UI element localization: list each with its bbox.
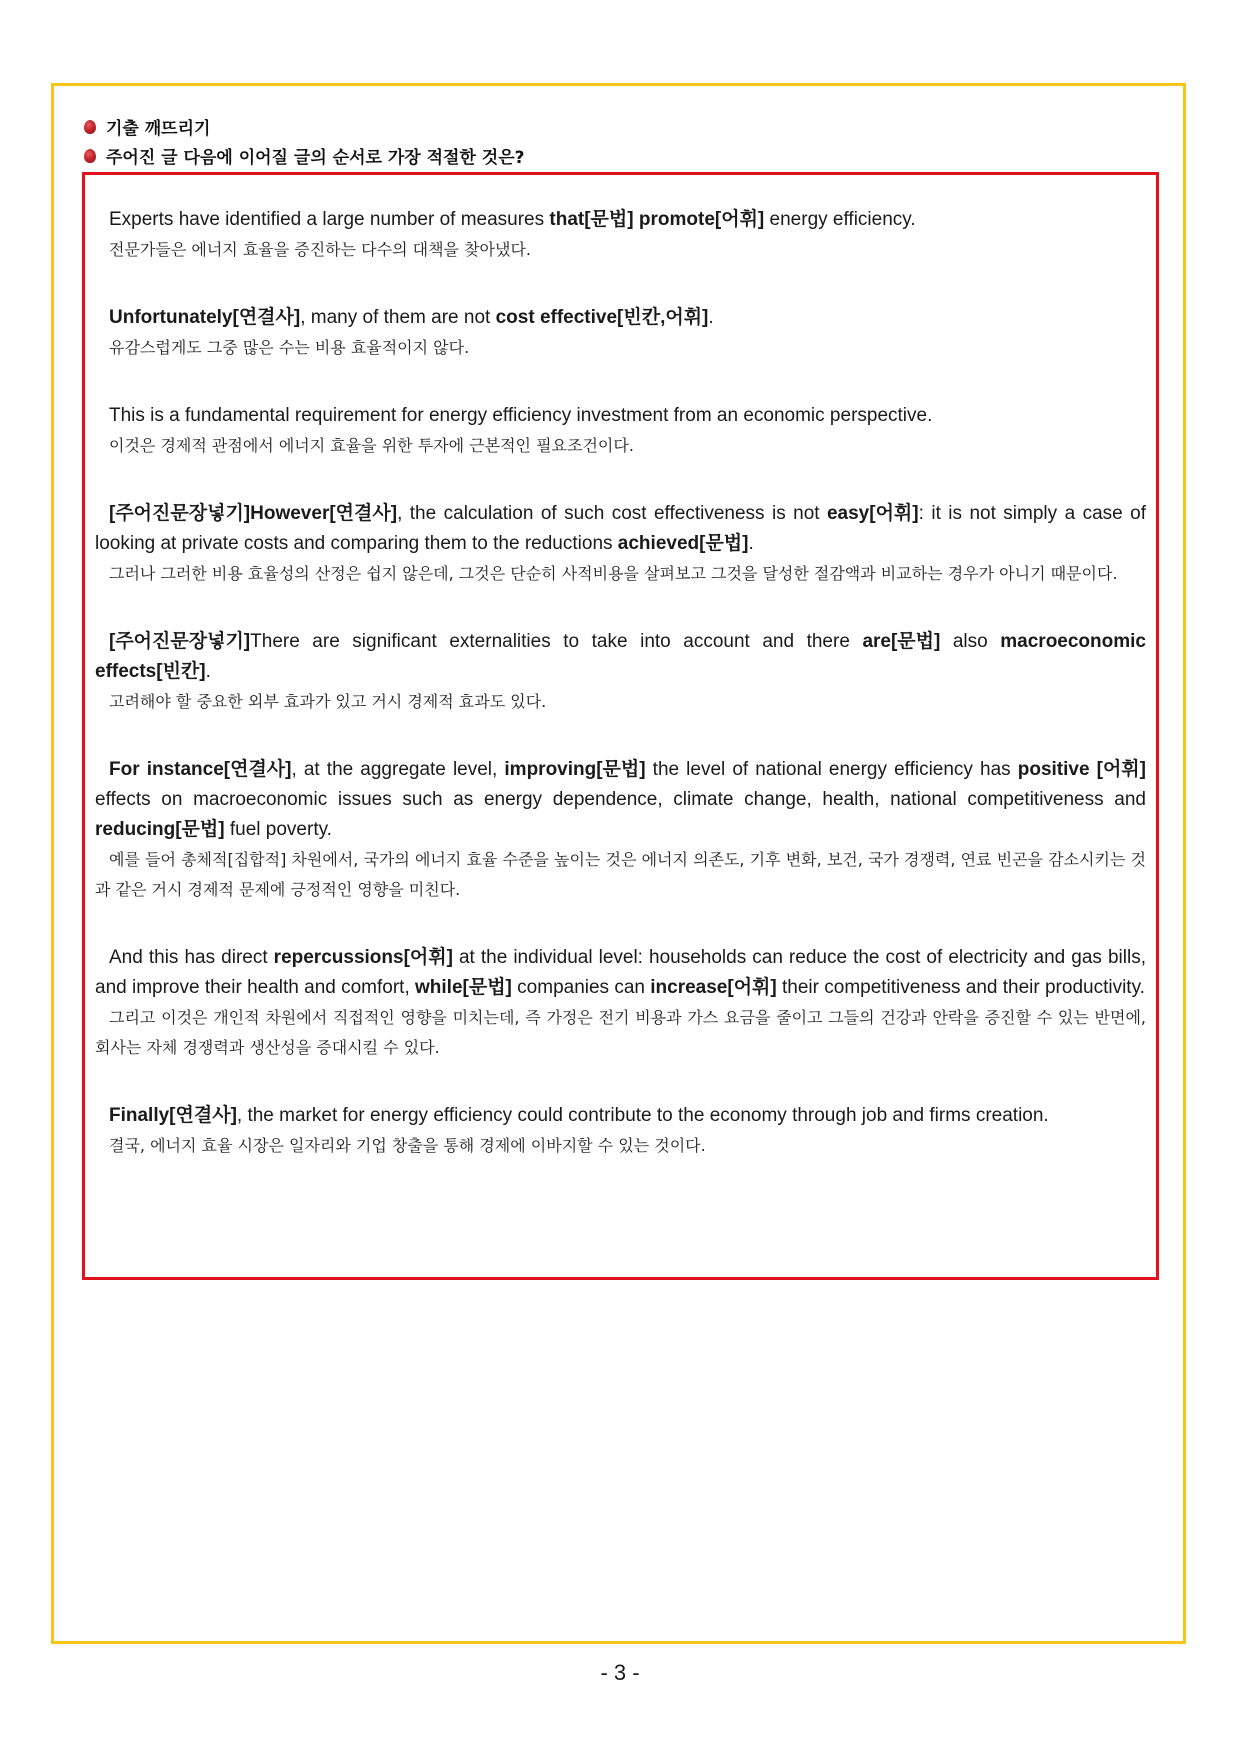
annotated-term: repercussions[어휘] — [273, 947, 453, 968]
annotated-term: promote[어휘] — [638, 209, 765, 230]
sentence-text: , many of them are not — [300, 307, 496, 328]
sentence-text: at the individual level: households can reduce the cost of electricity and gas bills, and improve their health and comfort, — [95, 947, 1146, 998]
sentence-text: . — [748, 533, 754, 554]
english-sentence — [95, 755, 1146, 845]
annotated-term: achieved[문법] — [617, 533, 749, 554]
section-title: 기출 깨뜨리기 — [106, 119, 211, 139]
annotated-term: improving[문법] — [504, 759, 646, 780]
english-sentence — [95, 303, 1146, 333]
korean-translation: 유감스럽게도 그중 많은 수는 비용 효율적이지 않다. — [109, 338, 470, 357]
korean-translation: 그리고 이것은 개인적 차원에서 직접적인 영향을 미치는데, 즉 가정은 전기 비용과 가스 요금을 줄이고 그들의 건강과 안락을 증진할 수 있는 반면에, 회사는 자체 경쟁력과 생산성을 증대시킬 수 있다. — [95, 1008, 1146, 1057]
passage-paragraph — [95, 755, 1146, 905]
english-sentence — [95, 1101, 1146, 1131]
passage-paragraph — [95, 401, 1146, 461]
annotated-term: are[문법] — [862, 631, 941, 652]
header-line-2 — [84, 141, 525, 170]
passage-paragraph — [95, 943, 1146, 1063]
sentence-text: Experts have identified a large number of measures — [109, 209, 550, 230]
annotated-term: that[문법] — [549, 209, 634, 230]
annotated-term: macroeconomic effects[빈칸] — [95, 631, 1146, 682]
passage-paragraph — [95, 499, 1146, 589]
english-sentence — [95, 401, 1146, 431]
annotated-term: increase[어휘] — [650, 977, 777, 998]
korean-translation: 그러나 그러한 비용 효율성의 산정은 쉽지 않은데, 그것은 단순히 사적비용을 살펴보고 그것을 달성한 절감액과 비교하는 경우가 아니기 때문이다. — [109, 564, 1118, 583]
english-sentence — [95, 943, 1146, 1003]
annotated-term: Unfortunately[연결사] — [109, 307, 301, 328]
annotated-term: For instance[연결사] — [109, 759, 292, 780]
passage-paragraph — [95, 205, 1146, 265]
annotated-term: Finally[연결사] — [109, 1105, 237, 1126]
sentence-text: : it is not simply a case of looking at private costs and comparing them to the reductions — [95, 503, 1146, 554]
korean-translation: 이것은 경제적 관점에서 에너지 효율을 위한 투자에 근본적인 필요조건이다. — [109, 436, 634, 455]
worksheet-header — [84, 112, 525, 170]
korean-translation: 전문가들은 에너지 효율을 증진하는 다수의 대책을 찾아냈다. — [109, 240, 532, 259]
sentence-text: , the market for energy efficiency could contribute to the economy through job and firms creation. — [236, 1105, 1049, 1126]
passage-paragraph — [95, 1101, 1146, 1161]
annotated-term: reducing[문법] — [95, 819, 225, 840]
english-sentence — [95, 627, 1146, 687]
sentence-text: This is a fundamental requirement for energy efficiency investment from an economic perspective. — [109, 405, 933, 426]
sentence-text: . — [708, 307, 714, 328]
passage-box — [82, 172, 1159, 1280]
annotated-term: easy[어휘] — [826, 503, 919, 524]
sentence-text: their competitiveness and their productivity. — [776, 977, 1145, 998]
sentence-text: . — [205, 661, 211, 682]
sentence-text: There are significant externalities to take into account and there — [250, 631, 863, 652]
annotated-term: while[문법] — [415, 977, 512, 998]
korean-translation: 결국, 에너지 효율 시장은 일자리와 기업 창출을 통해 경제에 이바지할 수 있는 것이다. — [109, 1136, 706, 1155]
korean-translation: 예를 들어 총체적[집합적] 차원에서, 국가의 에너지 효율 수준을 높이는 것은 에너지 의존도, 기후 변화, 보건, 국가 경쟁력, 연료 빈곤을 감소시키는 것과 같은 거시 경제적 문제에 긍정적인 영향을 미친다. — [95, 850, 1146, 899]
english-sentence — [95, 205, 1146, 235]
passage-paragraph — [95, 303, 1146, 363]
sentence-text: And this has direct — [109, 947, 274, 968]
sentence-text: effects on macroeconomic issues such as energy dependence, climate change, health, national competitiveness and — [95, 789, 1146, 810]
page-number: - 3 - — [600, 1660, 640, 1685]
sentence-text: fuel poverty. — [224, 819, 332, 840]
annotated-term: [주어진문장넣기] — [109, 631, 251, 652]
passage-paragraph — [95, 627, 1146, 717]
sentence-text: companies can — [511, 977, 651, 998]
sentence-text: the level of national energy efficiency has — [645, 759, 1018, 780]
sentence-text: , at the aggregate level, — [291, 759, 505, 780]
annotated-term: cost effective[빈칸,어휘] — [495, 307, 709, 328]
question-prompt: 주어진 글 다음에 이어질 글의 순서로 가장 적절한 것은? — [106, 148, 525, 168]
annotated-term: [주어진문장넣기]However[연결사] — [109, 503, 398, 524]
header-line-1 — [84, 112, 525, 141]
strawberry-bullet-icon — [84, 120, 96, 134]
korean-translation: 고려해야 할 중요한 외부 효과가 있고 거시 경제적 효과도 있다. — [109, 692, 547, 711]
strawberry-bullet-icon — [84, 149, 96, 163]
annotated-term: positive [어휘] — [1017, 759, 1146, 780]
sentence-text: energy efficiency. — [764, 209, 916, 230]
sentence-text: , the calculation of such cost effectiveness is not — [397, 503, 827, 524]
english-sentence — [95, 499, 1146, 559]
sentence-text: also — [940, 631, 1001, 652]
